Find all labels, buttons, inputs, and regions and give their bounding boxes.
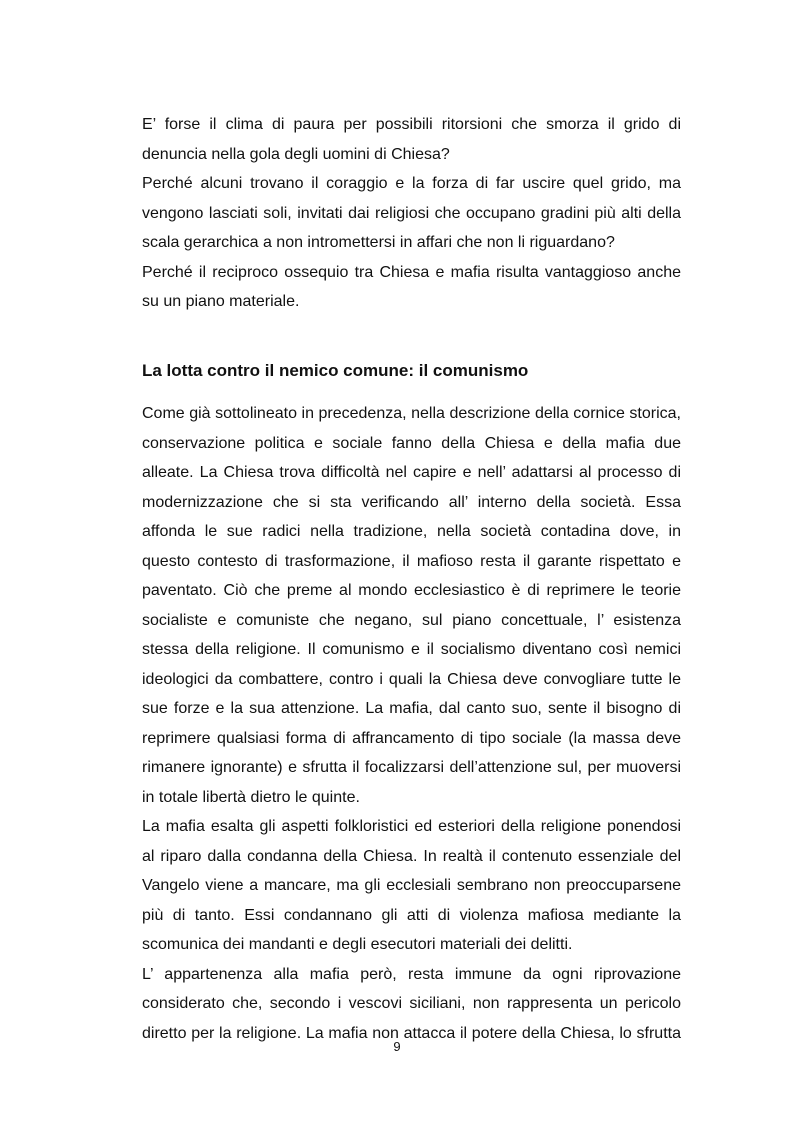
page-number: 9 [393, 1039, 401, 1054]
intro-paragraph-2: Perché alcuni trovano il coraggio e la forza di far uscire quel grido, ma vengono lasciati soli, invitati dai religiosi che occupano gradini più alti della scala gerarchica a non intromettersi in affari che non li riguardano? [142, 175, 681, 251]
intro-paragraph-3: Perché il reciproco ossequio tra Chiesa e mafia risulta vantaggioso anche su un piano materiale. [142, 263, 681, 310]
section-paragraph-2: La mafia esalta gli aspetti folkloristici ed esteriori della religione ponendosi al riparo dalla condanna della Chiesa. In realtà il contenuto essenziale del Vangelo viene a mancare, ma gli ecclesiali sembrano non preoccuparsene più di tanto. Essi condannano gli atti di violenza mafiosa mediante la scomunica dei mandanti e degli esecutori materiali dei delitti. [142, 818, 681, 953]
intro-text [142, 110, 681, 317]
section-heading: La lotta contro il nemico comune: il comunismo [142, 361, 529, 380]
section-paragraph-3: L’ appartenenza alla mafia però, resta immune da ogni riprovazione considerato che, secondo i vescovi siciliani, non rappresenta un pericolo diretto per la religione. La mafia non attacca il potere della Chiesa, lo sfrutta [142, 965, 681, 1042]
section-paragraph-1: Come già sottolineato in precedenza, nella descrizione della cornice storica, conservazione politica e sociale fanno della Chiesa e della mafia due alleate. La Chiesa trova difficoltà nel capire e nell’ adattarsi al processo di modernizzazione che si sta verificando all’ interno della società. Essa affonda le sue radici nella tradizione, nella società contadina dove, in questo contesto di trasformazione, il mafioso resta il garante rispettato e paventato. Ciò che preme al mondo ecclesiastico è di reprimere le teorie socialiste e comuniste che negano, sul piano concettuale, l’ esistenza stessa della religione. Il comunismo e il socialismo diventano così nemici ideologici da combattere, contro i quali la Chiesa deve convogliare tutte le sue forze e la sua attenzione. La mafia, dal canto suo, sente il bisogno di reprimere qualsiasi forma di affrancamento di tipo sociale (la massa deve rimanere ignorante) e sfrutta il focalizzarsi dell’attenzione sul, per muoversi in totale libertà dietro le quinte. [142, 405, 681, 806]
intro-paragraph-1: E’ forse il clima di paura per possibili ritorsioni che smorza il grido di denuncia nella gola degli uomini di Chiesa? [142, 116, 681, 163]
section-text [142, 399, 681, 1048]
